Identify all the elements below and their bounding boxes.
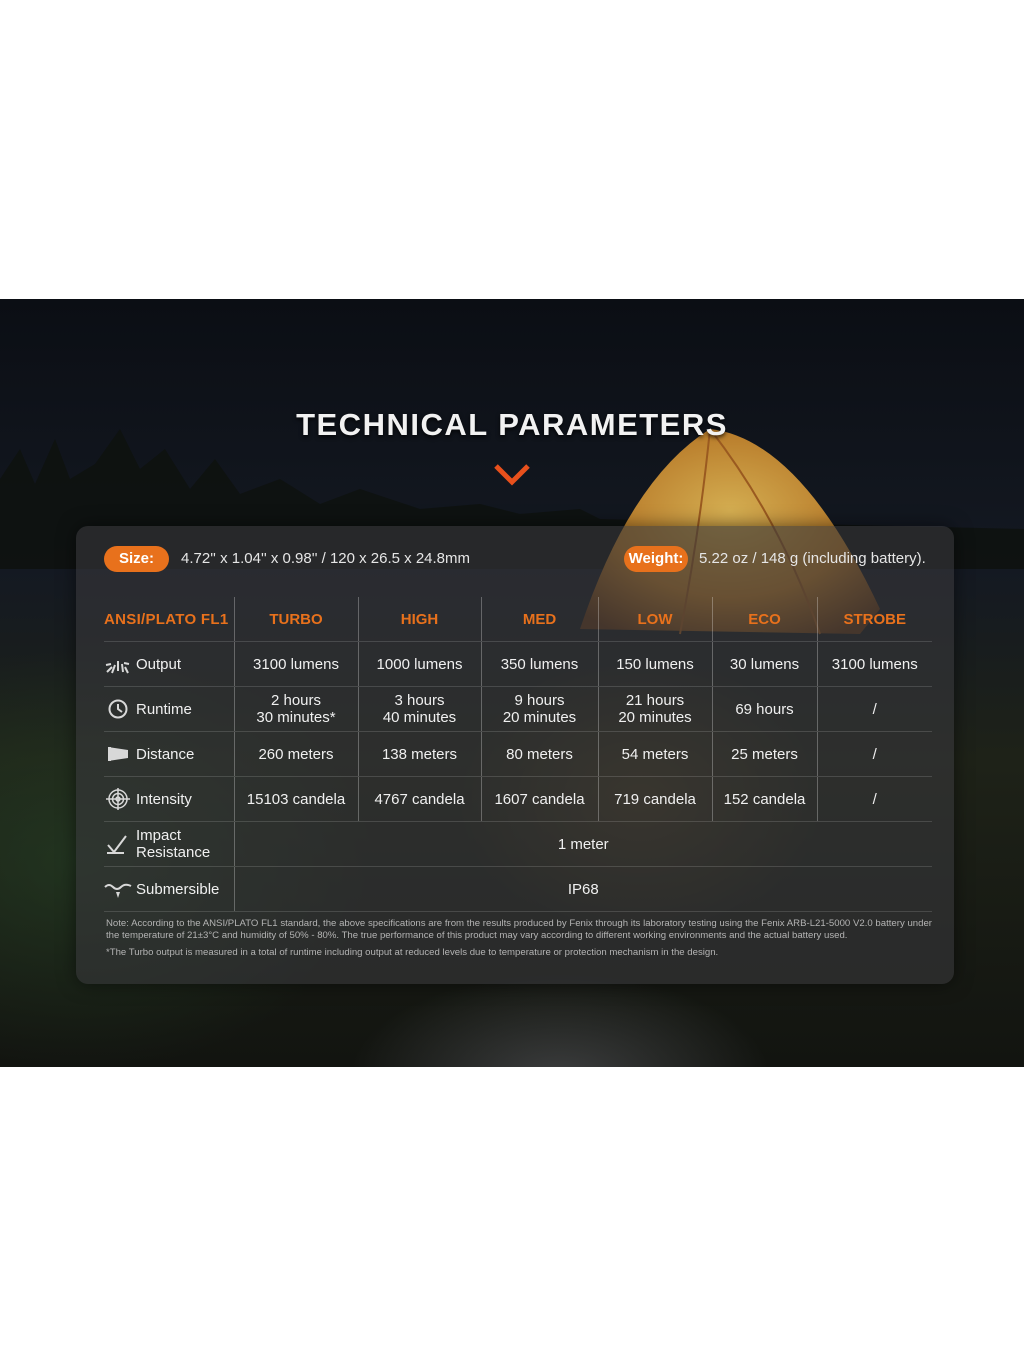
table-cell: 2 hours 30 minutes*	[234, 687, 358, 732]
row-label: Output	[104, 642, 234, 687]
table-row	[104, 822, 932, 867]
row-label: Runtime	[104, 687, 234, 732]
impact-icon	[104, 833, 132, 855]
spec-table	[104, 597, 932, 912]
table-cell: 1000 lumens	[358, 642, 481, 687]
mode-header: MED	[481, 597, 598, 642]
table-cell: /	[817, 732, 932, 777]
table-cell: 138 meters	[358, 732, 481, 777]
size-badge: Size:	[104, 546, 169, 572]
table-cell: 4767 candela	[358, 777, 481, 822]
table-cell: 80 meters	[481, 732, 598, 777]
weight-value: 5.22 oz / 148 g (including battery).	[699, 550, 926, 567]
table-row	[104, 687, 932, 732]
table-cell: 150 lumens	[598, 642, 712, 687]
beam-icon	[104, 743, 132, 765]
table-cell: 3100 lumens	[234, 642, 358, 687]
clock-icon	[104, 698, 132, 720]
table-cell: 9 hours 20 minutes	[481, 687, 598, 732]
table-row	[104, 867, 932, 912]
table-cell: 54 meters	[598, 732, 712, 777]
note-text: Note: According to the ANSI/PLATO FL1 standard, the above specifications are from the results produced by Fenix through its laboratory testing using the Fenix ARB-L21-5000 V2.0 battery under the temperature of 21±3°C and humidity of 50% - 80%. The true performance of this product may vary according to different working environments and the actual battery used.	[106, 918, 932, 941]
table-cell: /	[817, 777, 932, 822]
standard-header: ANSI/PLATO FL1	[104, 597, 234, 642]
table-cell: 1607 candela	[481, 777, 598, 822]
table-cell: 15103 candela	[234, 777, 358, 822]
spec-panel	[76, 526, 954, 984]
table-cell: 152 candela	[712, 777, 817, 822]
table-cell: 350 lumens	[481, 642, 598, 687]
table-row	[104, 642, 932, 687]
footnotes	[106, 918, 932, 965]
table-row	[104, 732, 932, 777]
table-cell: /	[817, 687, 932, 732]
chevron-down-icon	[494, 464, 530, 486]
table-cell: 719 candela	[598, 777, 712, 822]
row-label: Submersible	[104, 867, 234, 912]
row-label: Impact Resistance	[104, 822, 234, 867]
mode-header: ECO	[712, 597, 817, 642]
target-icon	[104, 788, 132, 810]
row-label: Intensity	[104, 777, 234, 822]
water-icon	[104, 878, 132, 900]
table-cell: 260 meters	[234, 732, 358, 777]
size-value: 4.72'' x 1.04'' x 0.98'' / 120 x 26.5 x 24.8mm	[181, 550, 471, 567]
table-cell: 1 meter	[234, 822, 932, 867]
mode-header: LOW	[598, 597, 712, 642]
mode-header: TURBO	[234, 597, 358, 642]
note-text: *The Turbo output is measured in a total of runtime including output at reduced levels due to temperature or protection mechanism in the design.	[106, 947, 719, 958]
table-cell: 3100 lumens	[817, 642, 932, 687]
mode-header: STROBE	[817, 597, 932, 642]
burst-icon	[104, 653, 132, 675]
row-label: Distance	[104, 732, 234, 777]
table-cell: 25 meters	[712, 732, 817, 777]
table-cell: 21 hours 20 minutes	[598, 687, 712, 732]
background-scene	[0, 299, 1024, 1067]
weight-badge: Weight:	[624, 546, 688, 572]
table-cell: 30 lumens	[712, 642, 817, 687]
table-cell: 69 hours	[712, 687, 817, 732]
table-cell: IP68	[234, 867, 932, 912]
table-row	[104, 777, 932, 822]
mode-header: HIGH	[358, 597, 481, 642]
table-header-row	[104, 597, 932, 642]
page-title: TECHNICAL PARAMETERS	[296, 407, 728, 442]
table-cell: 3 hours 40 minutes	[358, 687, 481, 732]
